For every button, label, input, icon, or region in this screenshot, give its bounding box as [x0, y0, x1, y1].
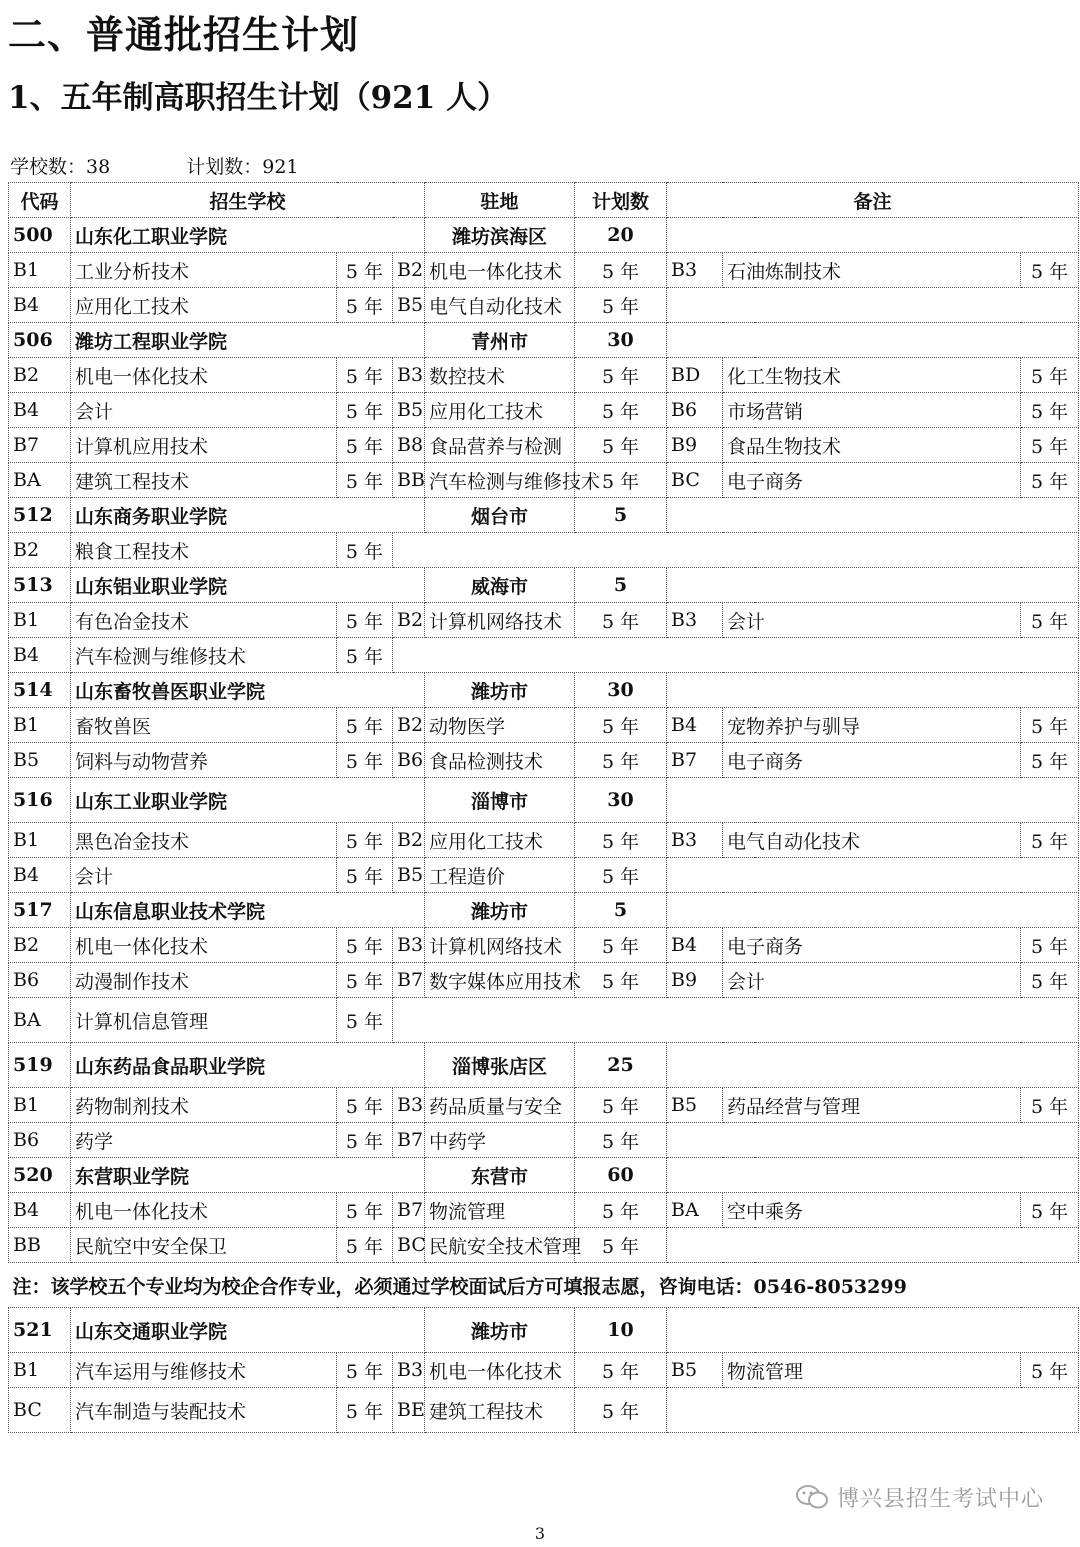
major-name: 汽车检测与维修技术	[425, 463, 575, 498]
major-row	[9, 393, 1079, 428]
school-code: 517	[9, 893, 71, 928]
school-code: 519	[9, 1043, 71, 1088]
major-code: B1	[9, 1088, 71, 1123]
school-location: 烟台市	[425, 498, 575, 533]
major-name: 电气自动化技术	[723, 823, 1021, 858]
school-row	[9, 323, 1079, 358]
major-code: B2	[9, 533, 71, 568]
major-duration: 5 年	[575, 1353, 667, 1388]
empty-cell	[393, 998, 1079, 1043]
school-remark	[667, 498, 1079, 533]
major-name: 汽车制造与装配技术	[71, 1388, 337, 1433]
major-duration: 5 年	[337, 928, 393, 963]
major-duration: 5 年	[575, 288, 667, 323]
major-name: 食品营养与检测	[425, 428, 575, 463]
header-plan-count: 计划数	[575, 183, 667, 218]
major-duration: 5 年	[337, 253, 393, 288]
major-duration: 5 年	[337, 1228, 393, 1263]
school-plan-count: 60	[575, 1158, 667, 1193]
school-row	[9, 1043, 1079, 1088]
major-name: 计算机网络技术	[425, 603, 575, 638]
header-location: 驻地	[425, 183, 575, 218]
major-duration: 5 年	[575, 1388, 667, 1433]
major-duration: 5 年	[337, 603, 393, 638]
major-code: B7	[393, 1193, 425, 1228]
major-duration: 5 年	[575, 463, 667, 498]
major-code: B2	[393, 253, 425, 288]
major-row	[9, 428, 1079, 463]
school-code: 514	[9, 673, 71, 708]
major-row	[9, 463, 1079, 498]
school-location: 淄博市	[425, 778, 575, 823]
major-duration: 5 年	[337, 638, 393, 673]
school-row	[9, 1308, 1079, 1353]
header-code: 代码	[9, 183, 71, 218]
school-remark	[667, 778, 1079, 823]
major-row	[9, 963, 1079, 998]
major-duration: 5 年	[1021, 603, 1079, 638]
section-subtitle: 1、五年制高职招生计划（921 人）	[8, 80, 509, 116]
major-name: 数字媒体应用技术	[425, 963, 575, 998]
major-code: B3	[667, 603, 723, 638]
major-name: 汽车检测与维修技术	[71, 638, 337, 673]
major-row	[9, 253, 1079, 288]
summary-stats	[10, 152, 369, 179]
major-duration: 5 年	[337, 823, 393, 858]
major-duration: 5 年	[337, 358, 393, 393]
school-code: 516	[9, 778, 71, 823]
major-duration: 5 年	[337, 1353, 393, 1388]
school-location: 潍坊市	[425, 893, 575, 928]
note-row	[9, 1263, 1079, 1308]
school-code: 521	[9, 1308, 71, 1353]
school-plan-count: 30	[575, 323, 667, 358]
header-school: 招生学校	[71, 183, 425, 218]
major-duration: 5 年	[337, 1388, 393, 1433]
major-duration: 5 年	[575, 393, 667, 428]
major-name: 建筑工程技术	[425, 1388, 575, 1433]
major-duration: 5 年	[1021, 963, 1079, 998]
watermark-text: 博兴县招生考试中心	[836, 1487, 1044, 1512]
school-row	[9, 893, 1079, 928]
major-duration: 5 年	[337, 1088, 393, 1123]
school-location: 东营市	[425, 1158, 575, 1193]
school-remark	[667, 218, 1079, 253]
major-code: BA	[9, 463, 71, 498]
major-name: 电子商务	[723, 928, 1021, 963]
major-name: 畜牧兽医	[71, 708, 337, 743]
major-name: 会计	[723, 963, 1021, 998]
major-duration: 5 年	[1021, 428, 1079, 463]
major-name: 汽车运用与维修技术	[71, 1353, 337, 1388]
major-code: B4	[667, 708, 723, 743]
major-duration: 5 年	[1021, 1193, 1079, 1228]
major-code: B4	[9, 638, 71, 673]
major-row	[9, 1388, 1079, 1433]
major-name: 食品检测技术	[425, 743, 575, 778]
school-location: 青州市	[425, 323, 575, 358]
major-row	[9, 823, 1079, 858]
school-code: 520	[9, 1158, 71, 1193]
major-duration: 5 年	[1021, 928, 1079, 963]
major-duration: 5 年	[575, 963, 667, 998]
major-code: B7	[393, 1123, 425, 1158]
school-name: 山东商务职业学院	[71, 498, 425, 533]
empty-cell	[667, 858, 1079, 893]
major-duration: 5 年	[575, 1123, 667, 1158]
major-row	[9, 1353, 1079, 1388]
major-duration: 5 年	[575, 428, 667, 463]
empty-cell	[667, 1123, 1079, 1158]
major-name: 药品质量与安全	[425, 1088, 575, 1123]
major-code: B5	[393, 393, 425, 428]
major-duration: 5 年	[575, 253, 667, 288]
major-duration: 5 年	[337, 743, 393, 778]
major-code: B2	[9, 358, 71, 393]
major-duration: 5 年	[1021, 253, 1079, 288]
major-code: B5	[667, 1088, 723, 1123]
major-duration: 5 年	[575, 743, 667, 778]
school-location: 潍坊滨海区	[425, 218, 575, 253]
school-name: 山东交通职业学院	[71, 1308, 425, 1353]
major-duration: 5 年	[337, 858, 393, 893]
major-row	[9, 1228, 1079, 1263]
major-code: B9	[667, 963, 723, 998]
major-code: B8	[393, 428, 425, 463]
major-duration: 5 年	[337, 708, 393, 743]
major-row	[9, 603, 1079, 638]
major-duration: 5 年	[337, 533, 393, 568]
major-row	[9, 358, 1079, 393]
school-plan-count: 5	[575, 498, 667, 533]
major-code: B1	[9, 823, 71, 858]
school-name: 山东工业职业学院	[71, 778, 425, 823]
major-code: B3	[393, 1353, 425, 1388]
major-name: 机电一体化技术	[71, 358, 337, 393]
major-code: B3	[667, 253, 723, 288]
major-name: 动漫制作技术	[71, 963, 337, 998]
major-name: 市场营销	[723, 393, 1021, 428]
major-code: B6	[9, 1123, 71, 1158]
major-code: B6	[9, 963, 71, 998]
major-name: 药学	[71, 1123, 337, 1158]
wechat-icon	[795, 1483, 829, 1517]
school-plan-count: 30	[575, 778, 667, 823]
major-duration: 5 年	[575, 823, 667, 858]
school-plan-count: 10	[575, 1308, 667, 1353]
major-name: 工业分析技术	[71, 253, 337, 288]
major-duration: 5 年	[1021, 463, 1079, 498]
school-remark	[667, 1158, 1079, 1193]
major-row	[9, 708, 1079, 743]
major-duration: 5 年	[337, 428, 393, 463]
major-name: 药物制剂技术	[71, 1088, 337, 1123]
empty-cell	[667, 1228, 1079, 1263]
major-duration: 5 年	[337, 393, 393, 428]
major-row	[9, 858, 1079, 893]
major-duration: 5 年	[575, 858, 667, 893]
school-name: 山东铝业职业学院	[71, 568, 425, 603]
major-duration: 5 年	[337, 998, 393, 1043]
major-name: 空中乘务	[723, 1193, 1021, 1228]
watermark	[795, 1482, 1044, 1517]
school-remark	[667, 893, 1079, 928]
school-name: 山东信息职业技术学院	[71, 893, 425, 928]
school-row	[9, 1158, 1079, 1193]
empty-cell	[667, 1388, 1079, 1433]
school-name: 东营职业学院	[71, 1158, 425, 1193]
major-code: B5	[9, 743, 71, 778]
major-name: 机电一体化技术	[425, 1353, 575, 1388]
major-code: B4	[9, 858, 71, 893]
school-remark	[667, 323, 1079, 358]
major-name: 建筑工程技术	[71, 463, 337, 498]
school-name: 山东化工职业学院	[71, 218, 425, 253]
school-remark	[667, 1043, 1079, 1088]
major-name: 机电一体化技术	[71, 1193, 337, 1228]
major-name: 会计	[71, 858, 337, 893]
school-name: 山东畜牧兽医职业学院	[71, 673, 425, 708]
major-row	[9, 1123, 1079, 1158]
major-code: B4	[667, 928, 723, 963]
major-duration: 5 年	[337, 288, 393, 323]
major-name: 计算机应用技术	[71, 428, 337, 463]
major-row	[9, 743, 1079, 778]
school-plan-count: 5	[575, 893, 667, 928]
major-name: 电气自动化技术	[425, 288, 575, 323]
major-code: B2	[393, 823, 425, 858]
school-row	[9, 498, 1079, 533]
major-name: 会计	[71, 393, 337, 428]
major-name: 药品经营与管理	[723, 1088, 1021, 1123]
school-plan-count: 5	[575, 568, 667, 603]
plan-count: 计划数：921	[186, 156, 299, 178]
major-code: B7	[393, 963, 425, 998]
major-name: 动物医学	[425, 708, 575, 743]
major-duration: 5 年	[575, 1088, 667, 1123]
major-code: B1	[9, 708, 71, 743]
major-code: B4	[9, 393, 71, 428]
empty-cell	[393, 533, 1079, 568]
major-name: 有色冶金技术	[71, 603, 337, 638]
school-remark	[667, 1308, 1079, 1353]
school-location: 威海市	[425, 568, 575, 603]
major-duration: 5 年	[337, 1123, 393, 1158]
school-code: 500	[9, 218, 71, 253]
major-code: BC	[667, 463, 723, 498]
major-duration: 5 年	[337, 1193, 393, 1228]
major-code: B4	[9, 1193, 71, 1228]
major-code: B9	[667, 428, 723, 463]
school-name: 山东药品食品职业学院	[71, 1043, 425, 1088]
major-name: 数控技术	[425, 358, 575, 393]
major-row	[9, 998, 1079, 1043]
major-row	[9, 1193, 1079, 1228]
major-duration: 5 年	[575, 358, 667, 393]
major-code: B2	[393, 708, 425, 743]
empty-cell	[667, 288, 1079, 323]
school-plan-count: 20	[575, 218, 667, 253]
major-name: 机电一体化技术	[71, 928, 337, 963]
major-row	[9, 288, 1079, 323]
major-duration: 5 年	[337, 963, 393, 998]
major-code: B7	[667, 743, 723, 778]
note-text: 注：该学校五个专业均为校企合作专业，必须通过学校面试后方可填报志愿，咨询电话：0546-8053299	[9, 1263, 1079, 1308]
school-code: 513	[9, 568, 71, 603]
table-header-row	[9, 183, 1079, 218]
major-code: B7	[9, 428, 71, 463]
major-name: 石油炼制技术	[723, 253, 1021, 288]
major-duration: 5 年	[575, 708, 667, 743]
major-code: B3	[393, 928, 425, 963]
school-code: 512	[9, 498, 71, 533]
major-name: 机电一体化技术	[425, 253, 575, 288]
school-location: 潍坊市	[425, 1308, 575, 1353]
major-code: B3	[667, 823, 723, 858]
major-name: 物流管理	[723, 1353, 1021, 1388]
school-plan-count: 30	[575, 673, 667, 708]
major-name: 计算机信息管理	[71, 998, 337, 1043]
school-plan-count: 25	[575, 1043, 667, 1088]
major-code: B1	[9, 1353, 71, 1388]
major-code: B1	[9, 253, 71, 288]
major-duration: 5 年	[575, 1193, 667, 1228]
school-row	[9, 568, 1079, 603]
major-code: BB	[393, 463, 425, 498]
major-duration: 5 年	[575, 603, 667, 638]
page-title: 二、普通批招生计划	[8, 12, 360, 57]
major-code: B2	[393, 603, 425, 638]
major-code: BA	[9, 998, 71, 1043]
major-name: 应用化工技术	[425, 823, 575, 858]
major-duration: 5 年	[337, 463, 393, 498]
major-code: B5	[393, 858, 425, 893]
major-duration: 5 年	[1021, 393, 1079, 428]
major-name: 物流管理	[425, 1193, 575, 1228]
major-code: BD	[667, 358, 723, 393]
school-count: 学校数：38	[10, 156, 111, 178]
major-code: B3	[393, 358, 425, 393]
major-code: B5	[667, 1353, 723, 1388]
major-duration: 5 年	[1021, 358, 1079, 393]
major-name: 黑色冶金技术	[71, 823, 337, 858]
major-name: 粮食工程技术	[71, 533, 337, 568]
school-row	[9, 778, 1079, 823]
major-name: 电子商务	[723, 743, 1021, 778]
major-code: BC	[393, 1228, 425, 1263]
major-row	[9, 928, 1079, 963]
major-name: 宠物养护与驯导	[723, 708, 1021, 743]
major-name: 应用化工技术	[425, 393, 575, 428]
major-code: BE	[393, 1388, 425, 1433]
major-duration: 5 年	[1021, 1353, 1079, 1388]
major-duration: 5 年	[1021, 708, 1079, 743]
major-name: 应用化工技术	[71, 288, 337, 323]
page-number: 3	[534, 1524, 546, 1543]
school-code: 506	[9, 323, 71, 358]
school-row	[9, 218, 1079, 253]
major-name: 中药学	[425, 1123, 575, 1158]
major-code: B6	[667, 393, 723, 428]
school-row	[9, 673, 1079, 708]
major-duration: 5 年	[1021, 823, 1079, 858]
major-name: 工程造价	[425, 858, 575, 893]
major-code: BA	[667, 1193, 723, 1228]
school-remark	[667, 568, 1079, 603]
major-code: B4	[9, 288, 71, 323]
enrollment-plan-table	[8, 182, 1079, 1433]
major-duration: 5 年	[1021, 1088, 1079, 1123]
major-duration: 5 年	[575, 1228, 667, 1263]
major-code: BC	[9, 1388, 71, 1433]
major-code: B6	[393, 743, 425, 778]
major-code: BB	[9, 1228, 71, 1263]
major-row	[9, 1088, 1079, 1123]
major-name: 电子商务	[723, 463, 1021, 498]
header-remark: 备注	[667, 183, 1079, 218]
major-code: B2	[9, 928, 71, 963]
empty-cell	[393, 638, 1079, 673]
major-name: 民航安全技术管理	[425, 1228, 575, 1263]
school-name: 潍坊工程职业学院	[71, 323, 425, 358]
major-row	[9, 533, 1079, 568]
major-name: 民航空中安全保卫	[71, 1228, 337, 1263]
major-row	[9, 638, 1079, 673]
school-remark	[667, 673, 1079, 708]
major-name: 饲料与动物营养	[71, 743, 337, 778]
major-code: B3	[393, 1088, 425, 1123]
major-duration: 5 年	[575, 928, 667, 963]
major-name: 食品生物技术	[723, 428, 1021, 463]
major-name: 计算机网络技术	[425, 928, 575, 963]
major-code: B5	[393, 288, 425, 323]
major-name: 化工生物技术	[723, 358, 1021, 393]
major-duration: 5 年	[1021, 743, 1079, 778]
school-location: 淄博张店区	[425, 1043, 575, 1088]
school-location: 潍坊市	[425, 673, 575, 708]
major-code: B1	[9, 603, 71, 638]
major-name: 会计	[723, 603, 1021, 638]
